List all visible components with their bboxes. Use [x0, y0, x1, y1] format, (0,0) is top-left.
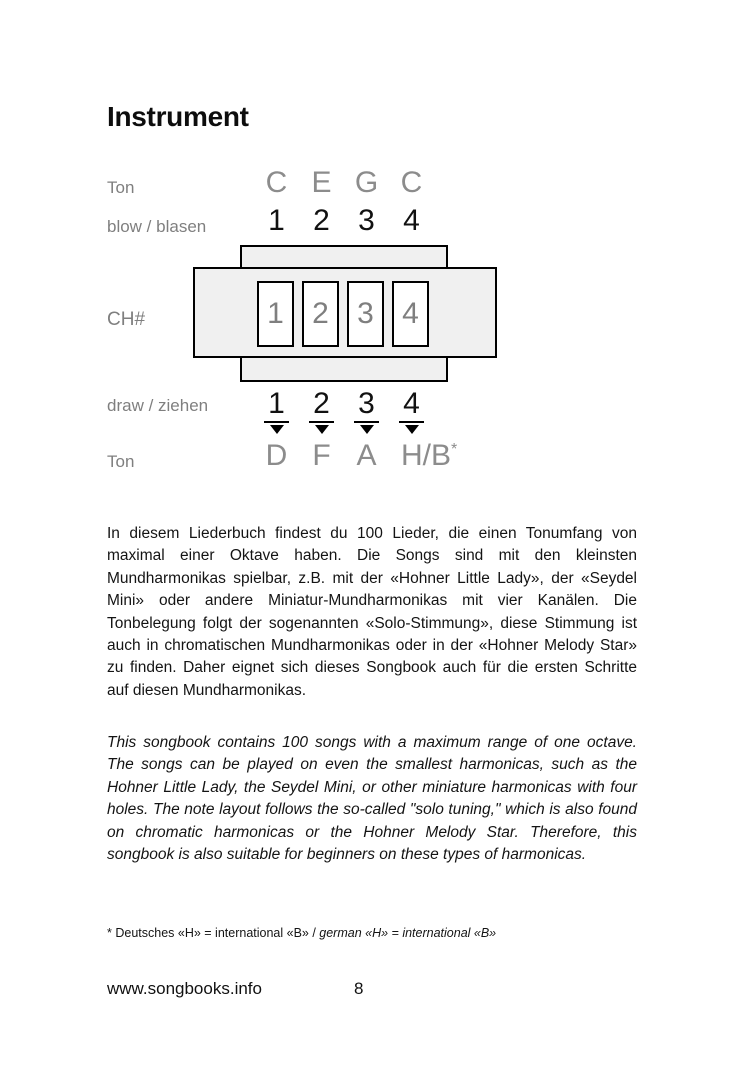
website-text: www.songbooks.info — [107, 979, 262, 998]
harmonica-top-plate — [240, 245, 448, 269]
draw-note: F — [312, 439, 331, 472]
blow-number: 4 — [403, 204, 420, 237]
footnote — [107, 926, 647, 940]
blow-notes-row — [254, 168, 434, 198]
blow-note: E — [311, 166, 332, 199]
draw-number: 3 — [354, 389, 379, 423]
draw-number: 2 — [309, 389, 334, 423]
page-title: Instrument — [107, 101, 249, 132]
paragraph-german: In diesem Liederbuch findest du 100 Lieder, die einen Tonumfang von maximal einer Oktave haben. Die Songs sind mit den kleinsten Mundharmonikas spielbar, z.B. mit der «Hohner Little Lady», der «Seydel Mini» oder andere Miniatur-Mundharmonikas mit vier Kanälen. Die Tonbelegung folgt der sogenannten «Solo-Stimmung», diese Stimmung ist auch in chromatischen Mundharmonikas oder in der «Hohner Melody Star» zu finden. Daher eignet sich dieses Songbook auch für die ersten Schritte auf diesen Mundharmonikas. — [107, 525, 637, 699]
harmonica-body — [193, 267, 497, 358]
harmonica-hole-4: 4 — [392, 281, 429, 347]
draw-number: 4 — [399, 389, 424, 423]
label-draw-ziehen: draw / ziehen — [107, 396, 209, 415]
blow-note: C — [400, 166, 423, 199]
label-ton-bottom: Ton — [107, 452, 135, 471]
harmonica-bottom-plate — [240, 356, 448, 382]
label-ton-top: Ton — [107, 178, 135, 197]
footnote-english-part: german «H» = international «B» — [319, 926, 497, 940]
draw-note: H/B* — [401, 439, 458, 472]
blow-number: 1 — [268, 204, 285, 237]
arrow-down-icon — [315, 425, 329, 434]
arrow-down-icon — [405, 425, 419, 434]
footnote-german-part: * Deutsches «H» = international «B» / — [107, 926, 320, 940]
draw-note: D — [265, 439, 288, 472]
blow-numbers-row — [254, 206, 434, 236]
footnote-marker: * — [451, 441, 458, 458]
blow-note: C — [265, 166, 288, 199]
blow-number: 2 — [313, 204, 330, 237]
arrow-down-icon — [360, 425, 374, 434]
blow-number: 3 — [358, 204, 375, 237]
harmonica-hole-1: 1 — [257, 281, 294, 347]
label-channel-number: CH# — [107, 309, 146, 330]
draw-note: A — [356, 439, 377, 472]
page-number: 8 — [354, 979, 364, 998]
draw-number: 1 — [264, 389, 289, 423]
paragraph-english: This songbook contains 100 songs with a maximum range of one octave. The songs can be played on even the smallest harmonicas, such as the Hohner Little Lady, the Seydel Mini, or other miniature harmonicas with four holes. The note layout follows the so-called "solo tuning," which is also found on chromatic harmonicas or the Hohner Melody Star. Therefore, this songbook is also suitable for beginners on these types of harmonicas. — [107, 734, 637, 864]
harmonica-hole-2: 2 — [302, 281, 339, 347]
arrow-down-icon — [270, 425, 284, 434]
draw-numbers-row — [254, 389, 434, 434]
page-footer — [107, 979, 637, 999]
blow-note: G — [354, 166, 379, 199]
label-blow-blasen: blow / blasen — [107, 217, 207, 236]
harmonica-hole-3: 3 — [347, 281, 384, 347]
draw-notes-row — [254, 439, 458, 472]
